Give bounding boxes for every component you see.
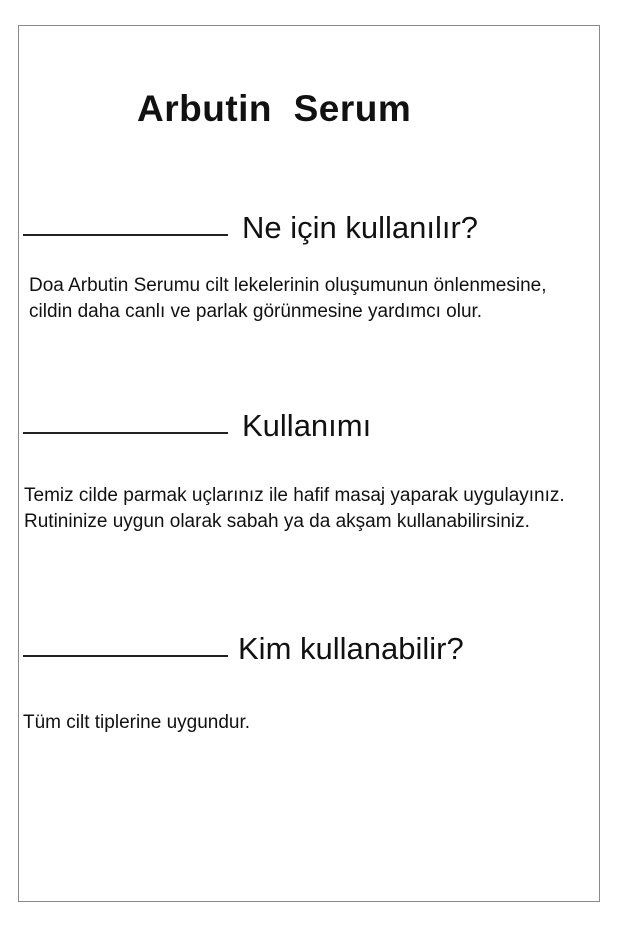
section-heading-who-can-use <box>23 633 464 664</box>
heading-rule <box>23 655 228 657</box>
heading-rule <box>23 432 228 434</box>
section-heading-how-to-use <box>23 410 371 441</box>
heading-rule <box>23 234 228 236</box>
section-heading-text: Ne için kullanılır? <box>242 210 479 245</box>
page-title: Arbutin Serum <box>137 88 412 129</box>
product-info-card <box>18 25 600 902</box>
section-paragraph-how-to-use: Temiz cilde parmak uçlarınız ile hafif masaj yaparak uygulayınız. Rutininize uygun olarak sabah ya da akşam kullanabilirsiniz. <box>24 485 565 532</box>
section-paragraph-who-can-use: Tüm cilt tiplerine uygundur. <box>23 712 251 733</box>
section-heading-text: Kullanımı <box>242 408 372 443</box>
section-paragraph-usage-purpose: Doa Arbutin Serumu cilt lekelerinin oluşumunun önlenmesine, cildin daha canlı ve parlak görünmesine yardımcı olur. <box>29 275 547 322</box>
section-heading-text: Kim kullanabilir? <box>238 631 464 666</box>
section-heading-usage-purpose <box>23 212 478 243</box>
